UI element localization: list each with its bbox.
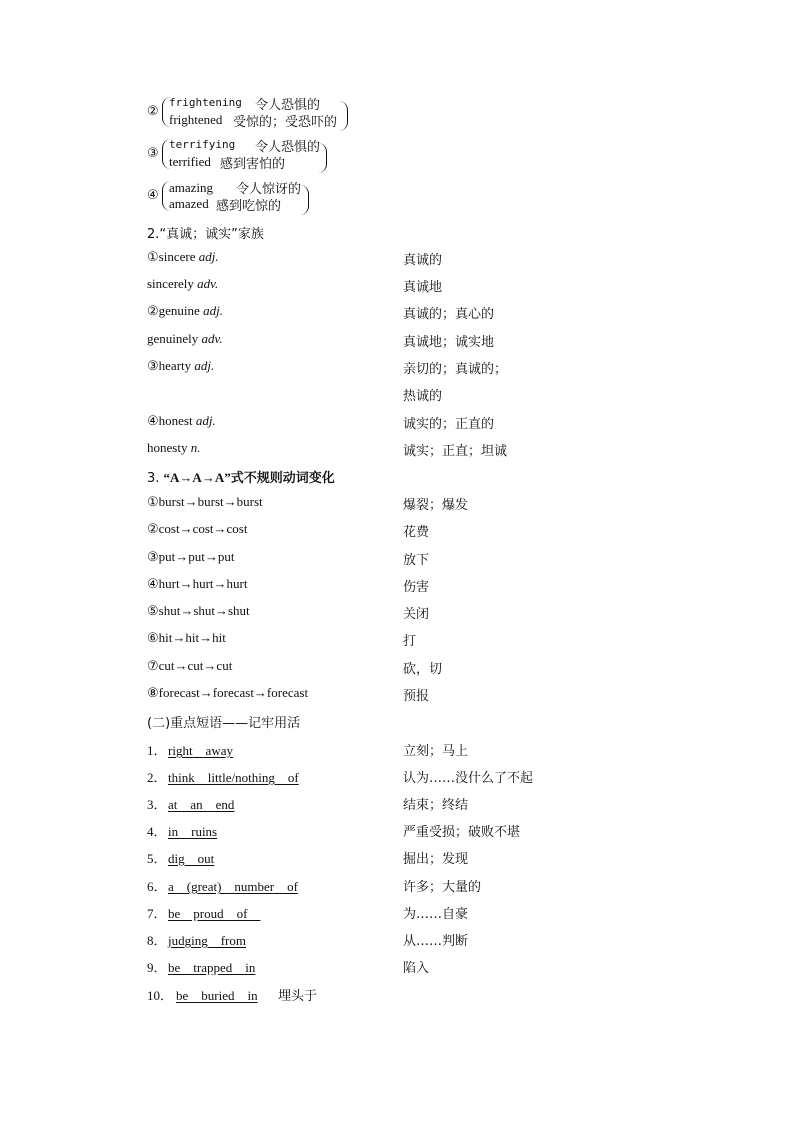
group-number: ③ <box>147 146 159 161</box>
word-meaning: 诚实；正直；坦诚 <box>403 444 508 459</box>
phrase-meaning: 许多；大量的 <box>403 880 482 895</box>
word-meaning: 真诚地；诚实地 <box>403 335 495 350</box>
group-number: ④ <box>147 188 159 203</box>
word-meaning: 真诚地 <box>403 280 443 295</box>
adj-word: frightening <box>169 96 242 109</box>
adj-meaning: 感到吃惊的 <box>216 199 282 214</box>
word-meaning: 真诚的；真心的 <box>403 307 495 322</box>
phrase-text: in ruins <box>168 824 218 839</box>
phrase-number: 8． <box>147 933 167 948</box>
phrase-text: judging from <box>168 933 246 948</box>
adj-word: amazed <box>169 196 209 211</box>
section-heading: 3. “A→A→A”式不规则动词变化 <box>147 470 335 486</box>
adj-word: amazing <box>169 180 214 195</box>
adj-meaning: 令人惊讶的 <box>236 182 302 197</box>
verb-meaning: 打 <box>403 634 417 649</box>
phrase-text: at an end <box>168 797 235 812</box>
phrase-meaning: 埋头于 <box>278 989 318 1004</box>
verb-meaning: 预报 <box>403 689 430 704</box>
verb-forms: ①burst→burst→burst <box>147 494 263 509</box>
verb-meaning: 放下 <box>403 553 430 568</box>
phrase-number: 2． <box>147 770 167 785</box>
phrase-text: right away <box>168 743 233 758</box>
verb-meaning: 砍，切 <box>403 662 443 677</box>
word-entry: honesty n. <box>147 440 201 455</box>
group-number: ② <box>147 104 159 119</box>
word-entry: sincerely adv. <box>147 276 219 291</box>
word-entry: ③hearty adj. <box>147 358 215 373</box>
phrase-text: dig out <box>168 851 215 866</box>
right-brace <box>300 185 309 215</box>
phrase-meaning: 结束；终结 <box>403 798 469 813</box>
phrase-number: 4． <box>147 824 167 839</box>
phrase-text: a (great) number of <box>168 879 298 894</box>
verb-forms: ③put→put→put <box>147 549 235 564</box>
word-meaning: 热诚的 <box>403 389 443 404</box>
word-entry: ①sincere adj. <box>147 249 219 264</box>
verb-meaning: 关闭 <box>403 607 430 622</box>
phrase-number: 3． <box>147 797 167 812</box>
adj-word: frightened <box>169 112 223 127</box>
phrase-text: be trapped in <box>168 960 256 975</box>
phrase-meaning: 掘出；发现 <box>403 852 469 867</box>
phrase-text: think little/nothing of <box>168 770 299 785</box>
verb-meaning: 花费 <box>403 525 430 540</box>
phrases-heading: (二)重点短语——记牢用活 <box>147 716 301 731</box>
phrase-text: be buried in <box>176 988 258 1003</box>
verb-forms: ②cost→cost→cost <box>147 521 248 536</box>
phrase-number: 6． <box>147 879 167 894</box>
word-meaning: 诚实的；正直的 <box>403 417 495 432</box>
word-meaning: 亲切的；真诚的； <box>403 362 508 377</box>
word-entry: genuinely adv. <box>147 331 223 346</box>
phrase-number: 7． <box>147 906 167 921</box>
adj-word: terrified <box>169 154 211 169</box>
phrase-meaning: 陷入 <box>403 961 430 976</box>
word-entry: ④honest adj. <box>147 413 216 428</box>
phrase-meaning: 为……自豪 <box>403 907 469 922</box>
verb-forms: ④hurt→hurt→hurt <box>147 576 248 591</box>
right-brace <box>318 143 327 173</box>
adj-word: terrifying <box>169 138 236 151</box>
phrase-text: be proud of <box>168 906 261 921</box>
verb-forms: ⑤shut→shut→shut <box>147 603 250 618</box>
section-heading: 2.“真诚；诚实”家族 <box>147 227 264 242</box>
right-brace <box>339 101 348 131</box>
verb-forms: ⑥hit→hit→hit <box>147 630 226 645</box>
verb-forms: ⑧forecast→forecast→forecast <box>147 685 309 700</box>
phrase-number: 5． <box>147 851 167 866</box>
phrase-number: 1． <box>147 743 167 758</box>
adj-meaning: 令人恐惧的 <box>255 140 321 155</box>
adj-meaning: 受惊的；受恐吓的 <box>233 115 338 130</box>
verb-meaning: 爆裂；爆发 <box>403 498 469 513</box>
verb-forms: ⑦cut→cut→cut <box>147 658 233 673</box>
word-meaning: 真诚的 <box>403 253 443 268</box>
verb-meaning: 伤害 <box>403 580 430 595</box>
phrase-number: 9． <box>147 960 167 975</box>
phrase-meaning: 从……判断 <box>403 934 469 949</box>
adj-meaning: 感到害怕的 <box>220 157 286 172</box>
phrase-meaning: 立刻；马上 <box>403 744 469 759</box>
phrase-meaning: 严重受损；破败不堪 <box>403 825 521 840</box>
phrase-meaning: 认为……没什么了不起 <box>403 771 534 786</box>
phrase-number: 10． <box>147 988 174 1003</box>
adj-meaning: 令人恐惧的 <box>255 98 321 113</box>
word-entry: ②genuine adj. <box>147 303 223 318</box>
